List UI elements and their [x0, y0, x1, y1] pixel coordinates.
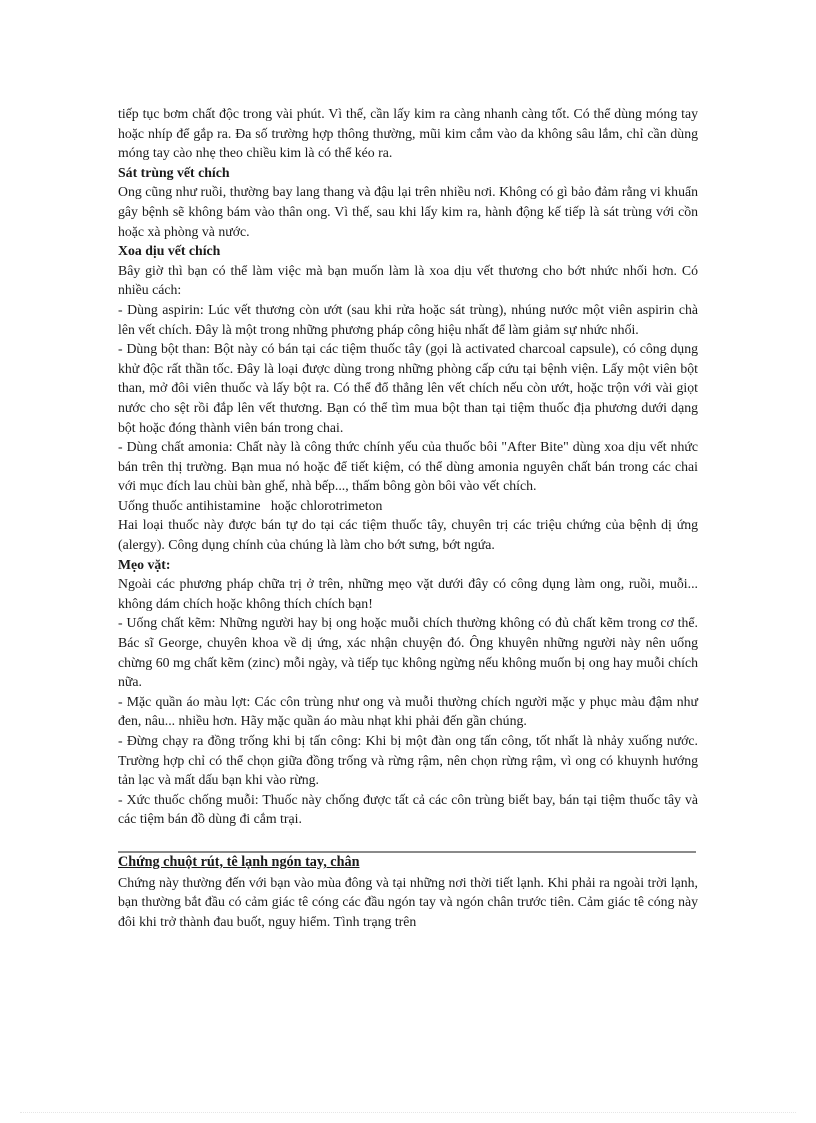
paragraph-sterilize: Ong cũng như ruồi, thường bay lang thang và đậu lại trên nhiều nơi. Không có gì bảo đảm rằng vi khuẩn gây bệnh sẽ không bám vào thân ong. Vì thế, sau khi lấy kim ra, hành động kế tiếp là sát trùng với cồn hoặc xà phòng và nước.: [118, 184, 698, 239]
paragraph-ammonia: - Dùng chất amonia: Chất này là công thức chính yếu của thuốc bôi "After Bite" dùng xoa dịu vết nhức bán trên thị trường. Bạn mua nó hoặc để tiết kiệm, có thể dùng amonia nguyên chất bán trong các chai với mục đích lau chùi bàn ghế, nhà bếp..., thấm bông gòn bôi vào vết chích.: [118, 439, 698, 494]
heading-tips: Mẹo vặt:: [118, 556, 171, 572]
paragraph-charcoal: - Dùng bột than: Bột này có bán tại các tiệm thuốc tây (gọi là activated charcoal capsule), có công dụng khử độc rất thần tốc. Đây là loại được dùng trong những phòng cấp cứu tại bệnh viện. Lấy một viên bột than, mở đôi viên thuốc và lấy bột ra. Có thể đổ thẳng lên vết chích nếu còn ướt, hoặc trộn với vài giọt nước cho sệt rồi đắp lên vết thương. Bạn có thể tìm mua bột than tại tiệm thuốc địa phương dưới dạng bột hoặc đóng thành viên bán trong chai.: [118, 341, 698, 435]
section-title: Chứng chuột rút, tê lạnh ngón tay, chân: [118, 853, 360, 870]
page-bottom-border: [20, 1112, 796, 1113]
paragraph-aspirin: - Dùng aspirin: Lúc vết thương còn ướt (sau khi rửa hoặc sát trùng), nhúng nước một viên aspirin chà lên vết chích. Đây là một trong những phương pháp công hiệu nhất để làm giảm sự nhức nhối.: [118, 301, 698, 337]
paragraph-intro: tiếp tục bơm chất độc trong vài phút. Vì thế, cần lấy kim ra càng nhanh càng tốt. Có thể dùng móng tay hoặc nhíp để gắp ra. Đa số trường hợp thông thường, mũi kim cắm vào da không sâu lắm, chỉ cần dùng móng tay cào nhẹ theo chiều kim là có thể kéo ra.: [118, 106, 698, 161]
paragraph-clothing: - Mặc quần áo màu lợt: Các côn trùng như ong và muỗi thường chích người mặc y phục màu đậm như đen, nâu... nhiều hơn. Hãy mặc quần áo màu nhạt khi phải đến gần chúng.: [118, 693, 698, 729]
heading-soothe: Xoa dịu vết chích: [118, 243, 221, 259]
document-content: [118, 104, 698, 931]
paragraph-zinc: - Uống chất kẽm: Những người hay bị ong hoặc muỗi chích thường không có đủ chất kẽm trong cơ thể. Bác sĩ George, chuyên khoa về dị ứng, xác nhận chuyện đó. Ông khuyên những người này nên uống chừng 60 mg chất kẽm (zinc) mỗi ngày, và tiếp tục không ngừng nếu không muốn bị ong hay muỗi chích nữa.: [118, 615, 699, 690]
paragraph-tips-intro: Ngoài các phương pháp chữa trị ở trên, những mẹo vặt dưới đây có công dụng làm ong, ruồi, muỗi... không dám chích hoặc không thích chích bạn!: [118, 576, 698, 611]
section-body: Chứng này thường đến với bạn vào mùa đông và tại những nơi thời tiết lạnh. Khi phải ra ngoài trời lạnh, bạn thường bắt đầu có cảm giác tê cóng các đầu ngón tay và ngón chân trước tiên. Cảm giác tê cóng này đôi khi trở thành đau buốt, nguy hiểm. Tình trạng trên: [118, 874, 698, 929]
paragraph-antihistamine: Hai loại thuốc này được bán tự do tại các tiệm thuốc tây, chuyên trị các triệu chứng của bệnh dị ứng (alergy). Công dụng chính của chúng là làm cho bớt sưng, bớt ngứa.: [118, 517, 698, 553]
paragraph-run: - Đừng chạy ra đồng trống khi bị tấn công: Khi bị một đàn ong tấn công, tốt nhất là nhảy xuống nước. Trường hợp chỉ có thể chọn giữa đồng trống và rừng rậm, nên chọn rừng rậm, vì ong có khuynh hướng tản lạc và mất dấu bạn khi vào rừng.: [118, 733, 698, 788]
paragraph-repellent: - Xức thuốc chống muỗi: Thuốc này chống được tất cả các côn trùng biết bay, bán tại tiệm thuốc tây và các tiệm bán đồ dùng đi cắm trại.: [118, 791, 698, 827]
heading-sterilize: Sát trùng vết chích: [118, 164, 230, 180]
paragraph-soothe-intro: Bây giờ thì bạn có thể làm việc mà bạn muốn làm là xoa dịu vết thương cho bớt nhức nhối hơn. Có nhiều cách:: [118, 262, 698, 298]
paragraph-antihistamine-title: Uống thuốc antihistamine hoặc chlorotrimeton: [118, 497, 383, 513]
